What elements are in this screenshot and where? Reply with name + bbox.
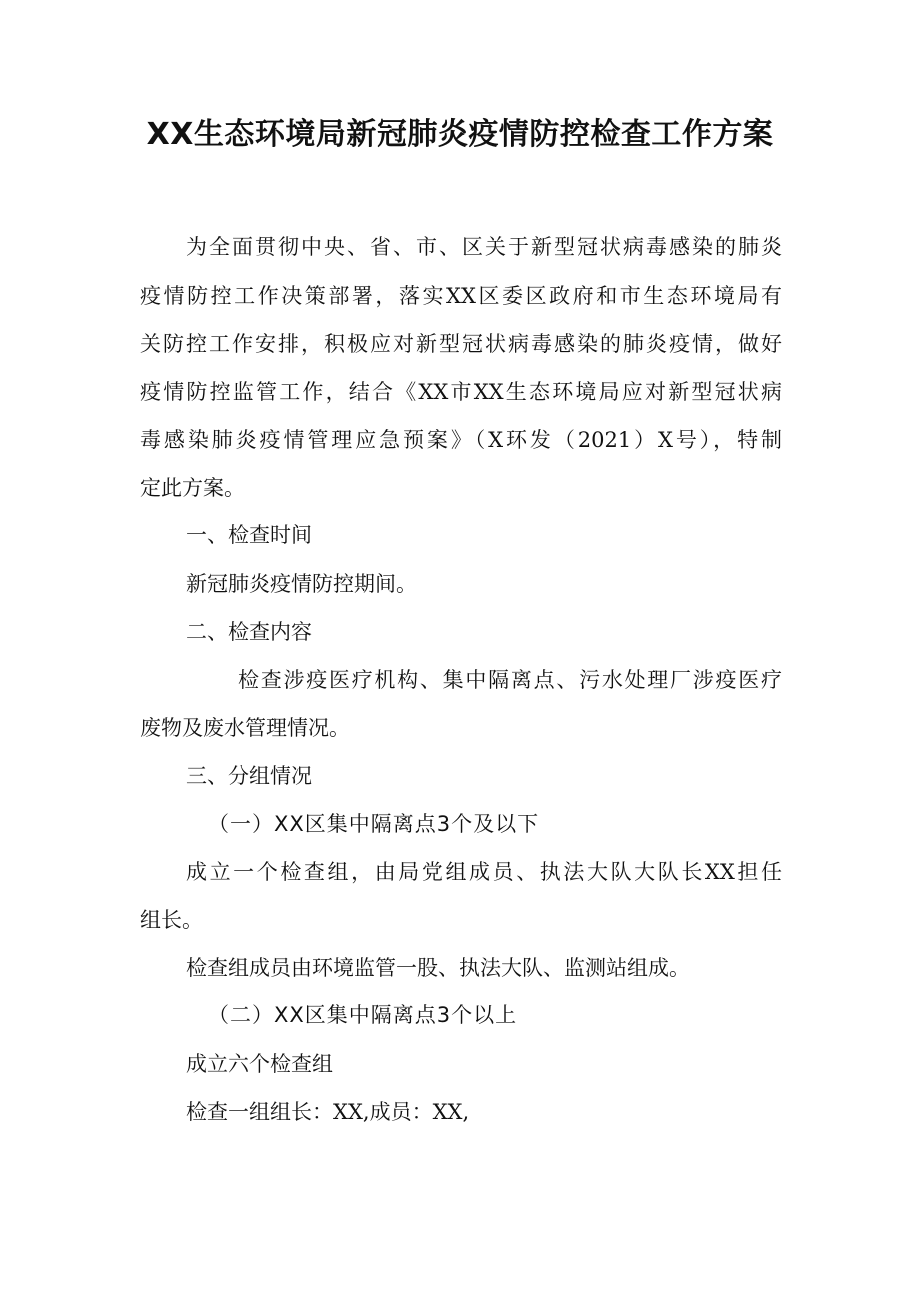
intro-line: 关防控工作安排，积极应对新型冠状病毒感染的肺炎疫情，做好	[140, 332, 782, 356]
intro-line: 为全面贯彻中央、省、市、区关于新型冠状病毒感染的肺炎	[186, 235, 782, 259]
section-text: 检查一组组长：XX,成员：XX,	[186, 1100, 470, 1124]
document-title: XX生态环境局新冠肺炎疫情防控检查工作方案	[146, 117, 774, 152]
section-text: 废物及废水管理情况。	[140, 716, 350, 740]
subsection-heading-more-than-three: （二）XX区集中隔离点3个以上	[208, 1003, 518, 1027]
section-text: 检查组成员由环境监管一股、执法大队、监测站组成。	[186, 956, 690, 980]
intro-line: 疫情防控监管工作，结合《XX市XX生态环境局应对新型冠状病	[140, 380, 782, 404]
section-text: 新冠肺炎疫情防控期间。	[186, 572, 417, 596]
intro-line: 毒感染肺炎疫情管理应急预案》（X环发（2021）X号），特制	[140, 428, 782, 452]
intro-line: 定此方案。	[140, 476, 245, 500]
section-text: 组长。	[140, 908, 203, 932]
section-text: 成立一个检查组，由局党组成员、执法大队大队长XX担任	[186, 860, 782, 884]
subsection-heading-three-or-fewer: （一）XX区集中隔离点3个及以下	[208, 812, 540, 836]
intro-line: 疫情防控工作决策部署，落实XX区委区政府和市生态环境局有	[140, 284, 782, 308]
section-text: 成立六个检查组	[186, 1052, 333, 1076]
section-heading-inspection-content: 二、检查内容	[186, 620, 312, 644]
section-heading-grouping: 三、分组情况	[186, 764, 312, 788]
section-heading-inspection-time: 一、检查时间	[186, 523, 312, 547]
section-text: 检查涉疫医疗机构、集中隔离点、污水处理厂涉疫医疗	[238, 668, 782, 692]
